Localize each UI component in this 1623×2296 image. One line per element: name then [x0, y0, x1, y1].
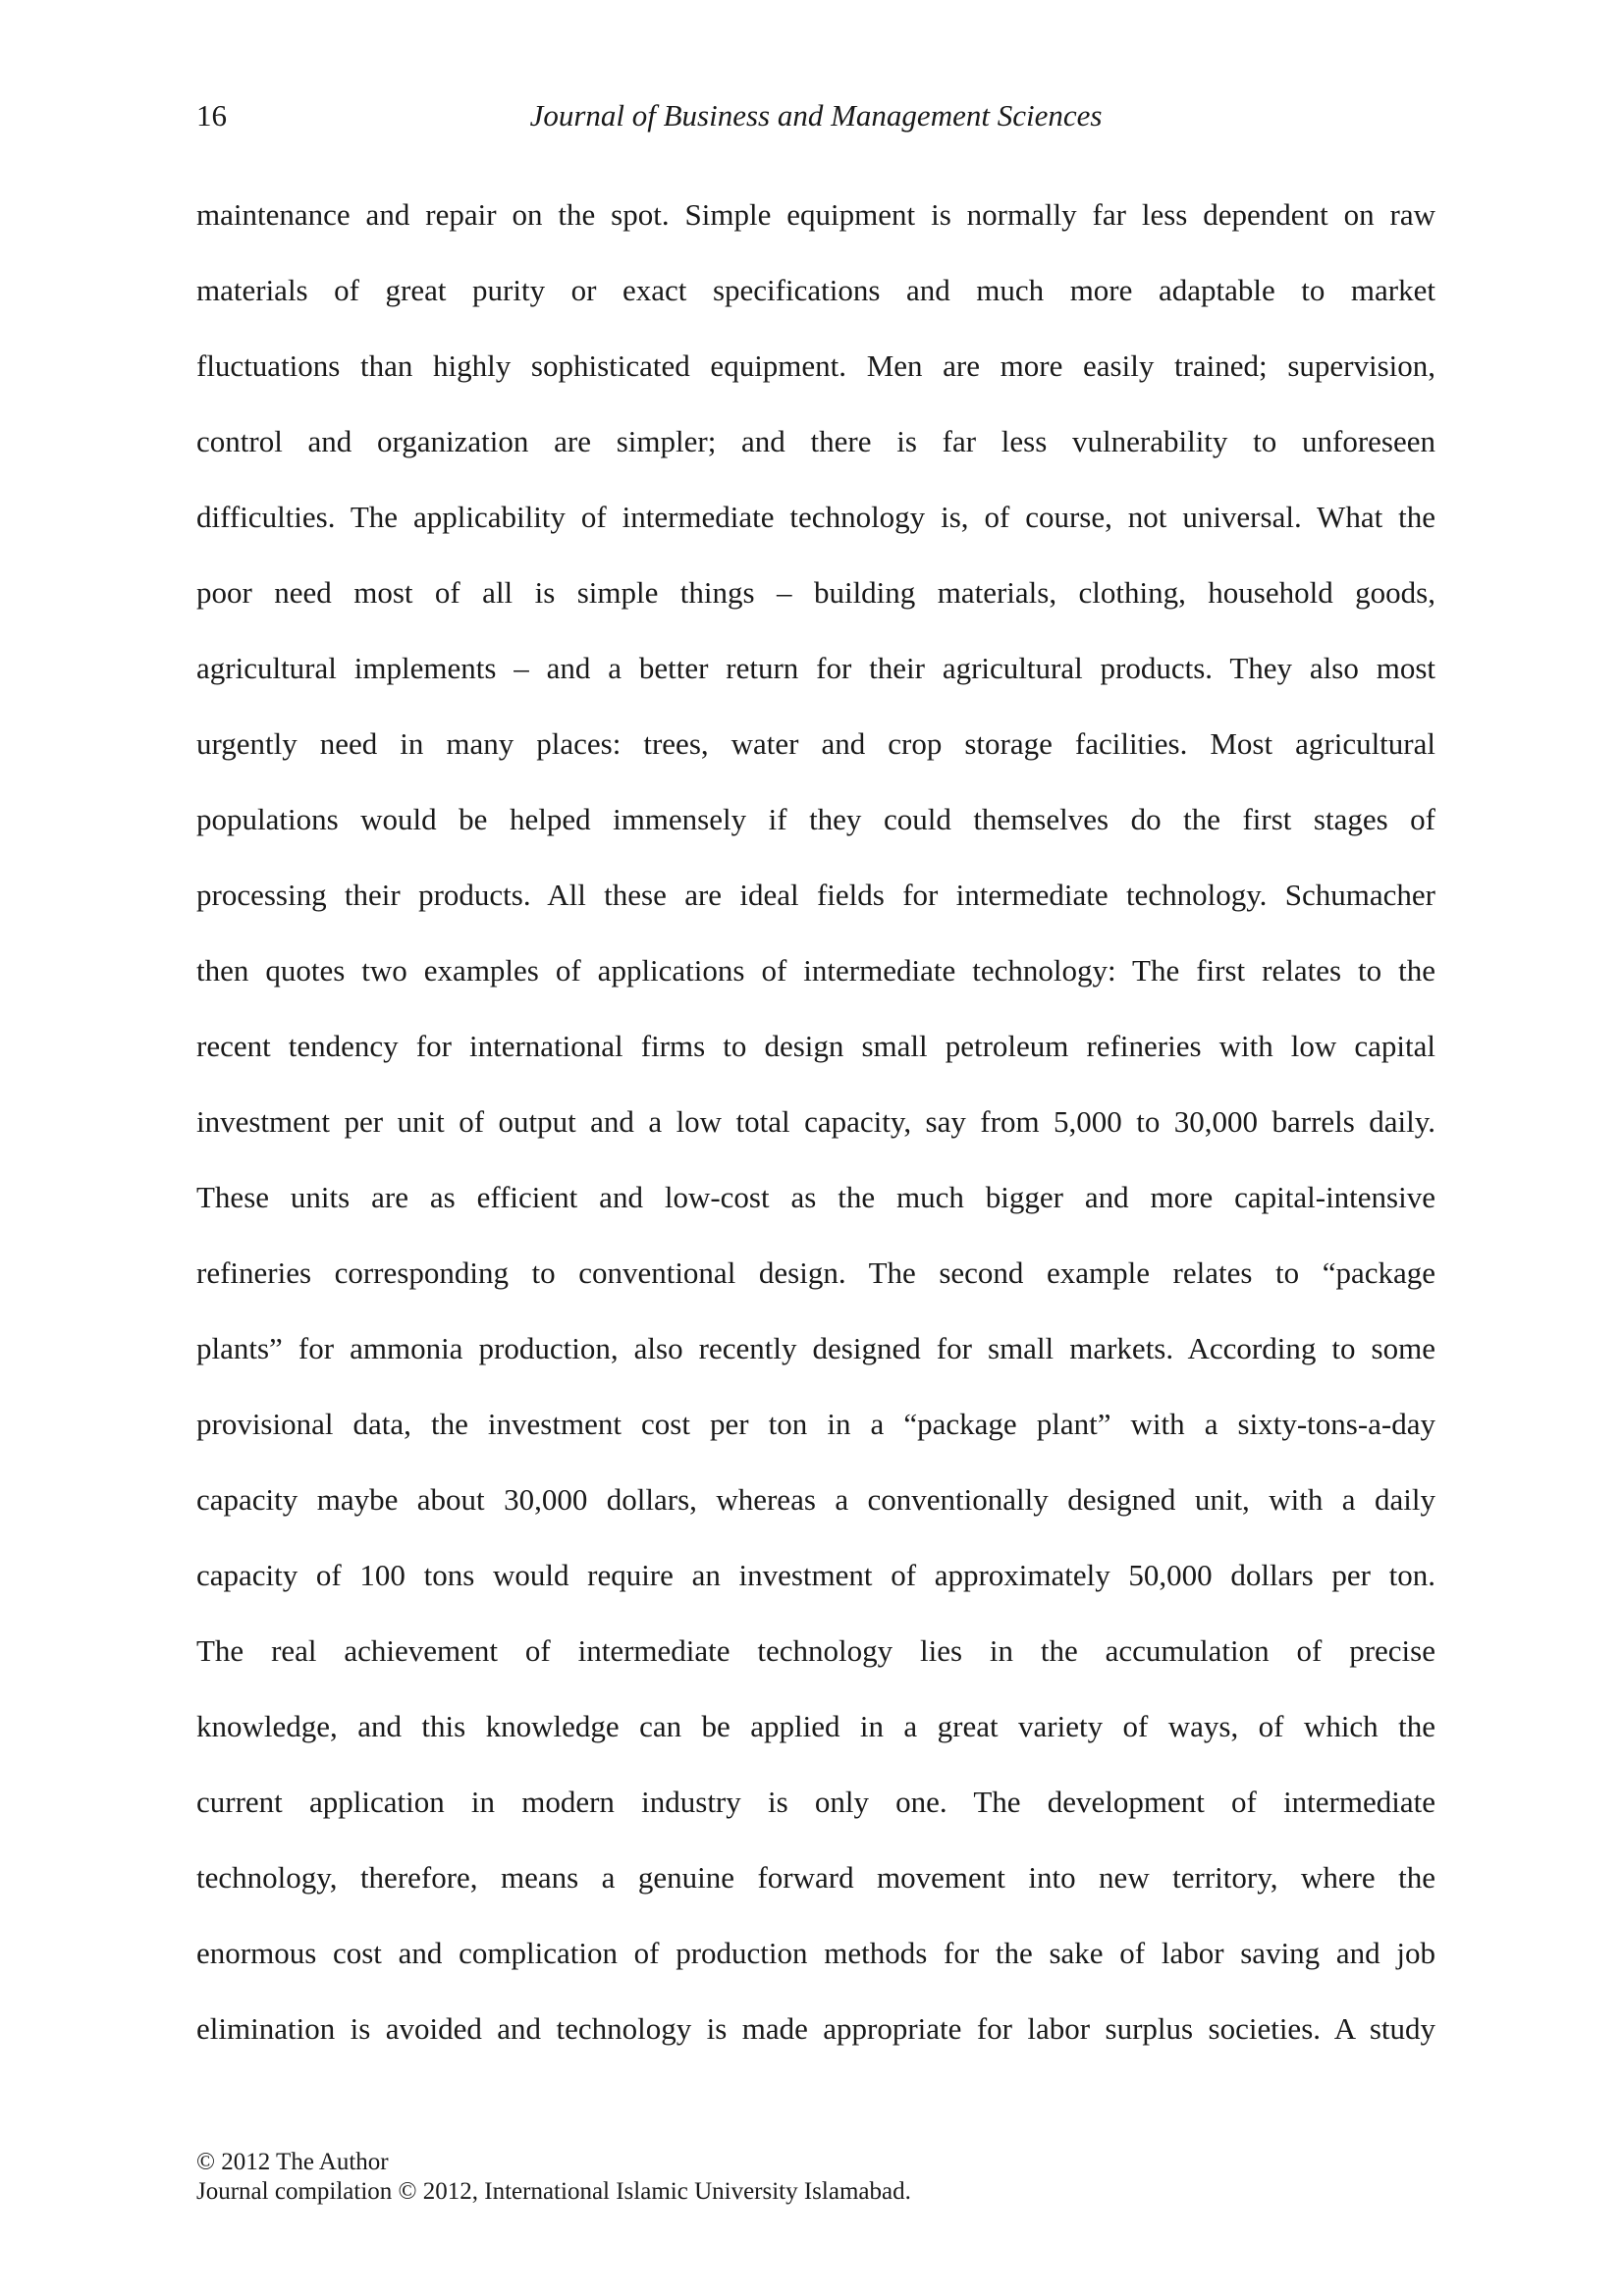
text-line: provisional data, the investment cost per ton in a “package plant” with a sixty-tons-a-day	[196, 1407, 1435, 1441]
text-line: processing their products. All these are ideal fields for intermediate technology. Schumacher	[196, 878, 1435, 912]
text-line: capacity maybe about 30,000 dollars, whereas a conventionally designed unit, with a daily	[196, 1482, 1435, 1517]
text-line: enormous cost and complication of production methods for the sake of labor saving and job	[196, 1936, 1435, 1970]
text-line: elimination is avoided and technology is made appropriate for labor surplus societies. A study	[196, 2011, 1435, 2046]
text-line: capacity of 100 tons would require an investment of approximately 50,000 dollars per ton.	[196, 1558, 1435, 1592]
text-line: maintenance and repair on the spot. Simple equipment is normally far less dependent on raw	[196, 197, 1435, 232]
text-line: investment per unit of output and a low total capacity, say from 5,000 to 30,000 barrels daily.	[196, 1104, 1435, 1139]
page-footer	[196, 2148, 911, 2207]
text-line: agricultural implements – and a better return for their agricultural products. They also most	[196, 651, 1435, 685]
text-line: poor need most of all is simple things – building materials, clothing, household goods,	[196, 575, 1435, 610]
journal-title: Journal of Business and Management Sciences	[529, 98, 1103, 133]
text-line: fluctuations than highly sophisticated equipment. Men are more easily trained; supervision,	[196, 348, 1435, 383]
text-line: control and organization are simpler; and there is far less vulnerability to unforeseen	[196, 424, 1435, 458]
text-line: plants” for ammonia production, also recently designed for small markets. According to some	[196, 1331, 1435, 1365]
text-line: difficulties. The applicability of intermediate technology is, of course, not universal. What the	[196, 500, 1435, 534]
page-header	[196, 98, 1435, 145]
text-line: refineries corresponding to conventional design. The second example relates to “package	[196, 1255, 1435, 1290]
text-line: recent tendency for international firms to design small petroleum refineries with low capital	[196, 1029, 1435, 1063]
text-line: then quotes two examples of applications of intermediate technology: The first relates to the	[196, 953, 1435, 988]
text-line: urgently need in many places: trees, water and crop storage facilities. Most agricultural	[196, 726, 1435, 761]
text-line: These units are as efficient and low-cost as the much bigger and more capital-intensive	[196, 1180, 1435, 1214]
text-line: populations would be helped immensely if they could themselves do the first stages of	[196, 802, 1435, 836]
text-line: The real achievement of intermediate technology lies in the accumulation of precise	[196, 1633, 1435, 1668]
text-line: materials of great purity or exact specifications and much more adaptable to market	[196, 273, 1435, 307]
journal-compilation-notice: Journal compilation © 2012, International Islamic University Islamabad.	[196, 2178, 911, 2205]
text-line: technology, therefore, means a genuine forward movement into new territory, where the	[196, 1860, 1435, 1895]
page-number: 16	[196, 98, 227, 133]
text-line: knowledge, and this knowledge can be applied in a great variety of ways, of which the	[196, 1709, 1435, 1743]
copyright-notice: © 2012 The Author	[196, 2149, 389, 2175]
body-paragraph	[196, 191, 1435, 2081]
text-line: current application in modern industry is only one. The development of intermediate	[196, 1785, 1435, 1819]
